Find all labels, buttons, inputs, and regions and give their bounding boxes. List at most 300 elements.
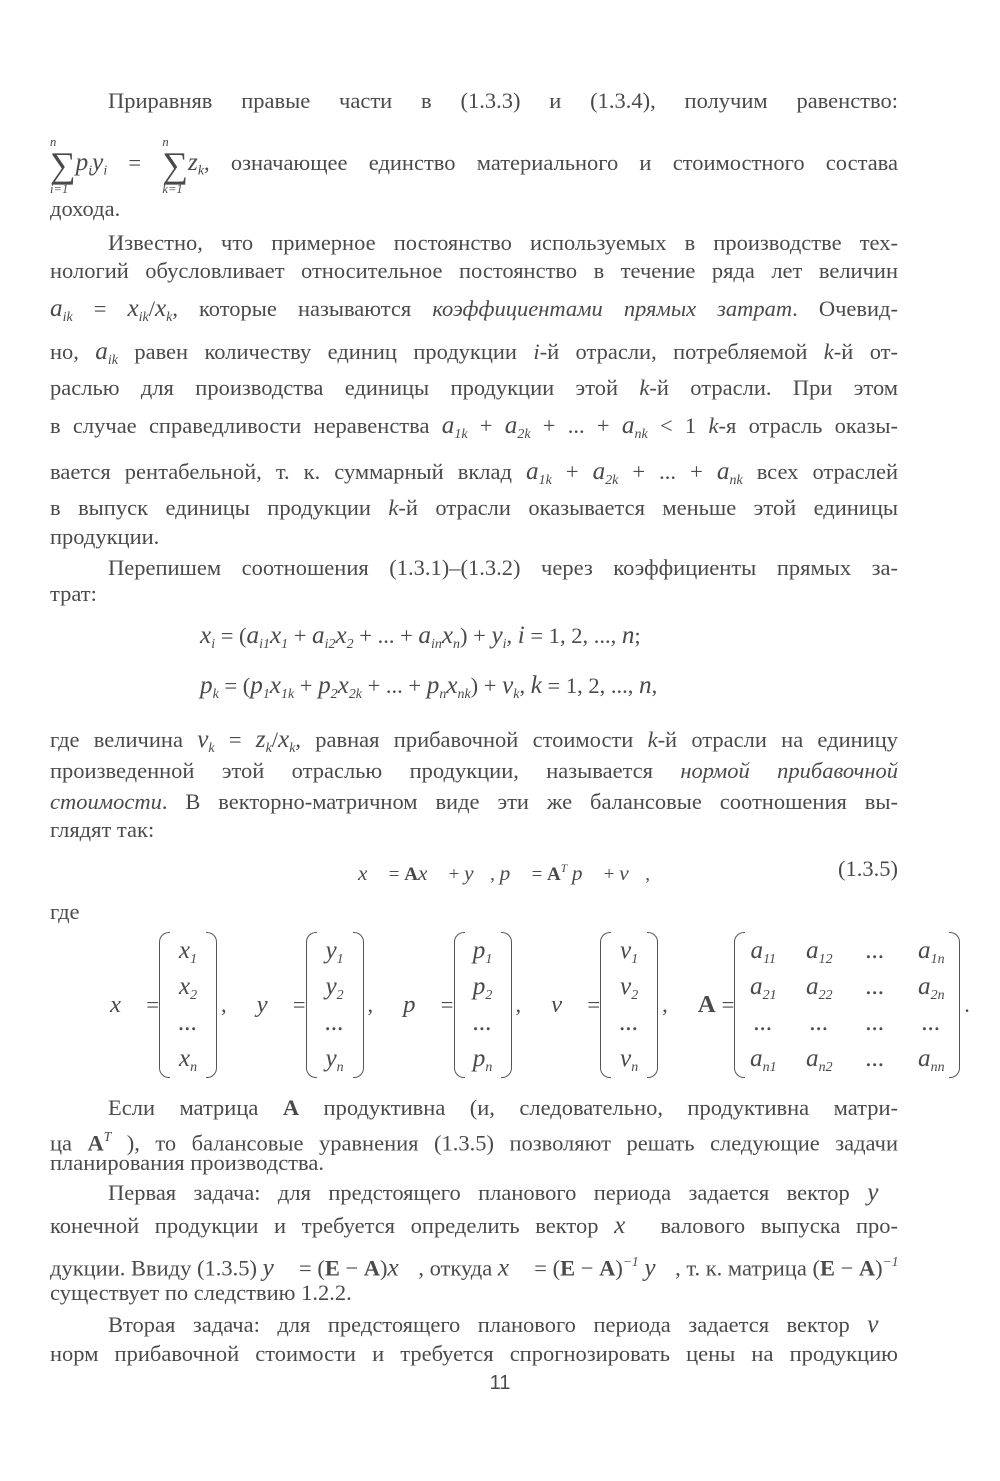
separator: , bbox=[515, 992, 522, 1017]
text-run: + bbox=[288, 623, 313, 648]
matrix-entry bbox=[173, 1044, 203, 1074]
subscript: k bbox=[208, 740, 215, 756]
math-symbol: v bbox=[197, 726, 209, 753]
page-number: 11 bbox=[489, 1372, 511, 1394]
text-run: ) bbox=[380, 1255, 388, 1281]
text-line bbox=[50, 787, 898, 817]
text-run: + ... + bbox=[353, 623, 419, 648]
math-symbol: a bbox=[504, 412, 518, 439]
subscript: k bbox=[513, 686, 520, 702]
matrix-entry bbox=[468, 936, 498, 966]
matrix-entry bbox=[748, 1044, 778, 1074]
equals-sign: = bbox=[721, 992, 735, 1017]
matrix-label: v⃗ bbox=[551, 991, 582, 1018]
separator: . bbox=[964, 992, 970, 1017]
entry-base: ... bbox=[865, 1045, 885, 1072]
separator: , bbox=[662, 992, 668, 1017]
subscript: 2k bbox=[605, 472, 619, 488]
matrix-entry bbox=[173, 972, 203, 1002]
entry-index: n2 bbox=[818, 1059, 833, 1075]
upper-limit: n bbox=[50, 134, 57, 149]
math-symbol: z bbox=[255, 726, 266, 753]
math-symbol: a bbox=[50, 295, 63, 322]
bold-symbol: A bbox=[282, 1095, 300, 1120]
text-run: -й отрасли, потребляемой bbox=[539, 339, 824, 364]
entry-index: 2 bbox=[336, 987, 344, 1003]
entry-base: v bbox=[620, 973, 632, 1000]
entry-index: n1 bbox=[762, 1059, 777, 1075]
text-line bbox=[50, 897, 898, 927]
entry-base: a bbox=[918, 973, 931, 1000]
matrix-entry bbox=[916, 972, 946, 1002]
text-run: валового выпуска про- bbox=[644, 1213, 898, 1238]
subscript: i bbox=[88, 163, 93, 179]
text-run: ), то балансовые уравнения (1.3.5) позволяют решать следующие задачи bbox=[111, 1130, 898, 1156]
text-run: , равная прибавочной стоимости bbox=[295, 727, 648, 752]
text-run: Вторая задача: для предстоящего планового периода задается вектор bbox=[108, 1312, 868, 1337]
equals-sign: = bbox=[587, 992, 601, 1017]
math-symbol: y bbox=[92, 148, 104, 176]
bold-symbol: A bbox=[404, 863, 418, 885]
math-symbol: y bbox=[491, 622, 503, 649]
entry-base: ... bbox=[865, 1009, 885, 1036]
subscript: i bbox=[502, 636, 507, 652]
text-line bbox=[50, 1093, 898, 1123]
text-run: -я отрасль оказы- bbox=[718, 413, 898, 438]
entry-index: 11 bbox=[763, 951, 777, 967]
matrix-entry bbox=[748, 936, 778, 966]
text-run: дохода. bbox=[50, 196, 121, 221]
text-run: + bbox=[551, 459, 593, 484]
matrix-entry bbox=[804, 936, 834, 966]
subscript: k bbox=[197, 163, 205, 179]
italic-term: k bbox=[647, 727, 658, 752]
math-symbol: v bbox=[502, 672, 514, 699]
math-symbol: p bbox=[250, 672, 263, 699]
text-run: = 1, 2, ..., bbox=[524, 623, 622, 648]
text-run: = ( bbox=[218, 673, 251, 698]
entry-index: 2 bbox=[485, 987, 493, 1003]
text-line bbox=[50, 756, 898, 786]
text-run: Первая задача: для предстоящего планового периода задается вектор bbox=[108, 1180, 868, 1205]
subscript: n bbox=[439, 686, 447, 702]
subscript: i2 bbox=[324, 636, 336, 652]
equation bbox=[358, 854, 650, 890]
math-symbol: x bbox=[269, 622, 282, 649]
italic-term: k bbox=[708, 413, 719, 438]
math-symbol: x bbox=[337, 672, 349, 699]
math-symbol: n bbox=[621, 622, 635, 649]
entry-base: x bbox=[178, 973, 191, 1000]
math-symbol: n bbox=[638, 672, 652, 699]
math-symbol: a bbox=[526, 458, 539, 485]
matrix-body bbox=[159, 932, 217, 1078]
text-line bbox=[50, 725, 898, 755]
entry-base: a bbox=[806, 973, 819, 1000]
text-run: -й от- bbox=[833, 339, 898, 364]
text-run: , bbox=[651, 673, 658, 698]
italic-term: стоимости bbox=[50, 789, 162, 814]
matrix-entry bbox=[320, 936, 350, 966]
matrix-entry bbox=[804, 972, 834, 1002]
entry-index: 12 bbox=[818, 951, 833, 967]
matrix-body bbox=[306, 932, 364, 1078]
superscript: −1 bbox=[622, 1254, 639, 1269]
entry-base: a bbox=[750, 973, 763, 1000]
text-run: нологий обусловливает относительное постоянство в течение ряда лет величин bbox=[50, 258, 898, 283]
matrix bbox=[551, 932, 688, 1078]
italic-term: k bbox=[639, 375, 650, 400]
entry-base: p bbox=[472, 937, 486, 964]
subscript: k bbox=[265, 740, 272, 756]
text-run: = ( bbox=[215, 623, 247, 648]
math-symbol: a bbox=[716, 458, 730, 485]
text-line bbox=[50, 493, 898, 523]
text-run: Если матрица bbox=[108, 1095, 283, 1120]
text-run: Перепишем соотношения (1.3.1)–(1.3.2) через коэффициенты прямых за- bbox=[108, 555, 898, 580]
math-symbol: a bbox=[621, 412, 635, 439]
summation-symbol bbox=[50, 134, 76, 196]
subscript: 1k bbox=[280, 686, 295, 702]
entry-base: y bbox=[325, 1045, 337, 1072]
upper-limit: n bbox=[162, 134, 169, 149]
math-symbol: a bbox=[312, 622, 325, 649]
subscript: i1 bbox=[259, 636, 270, 652]
text-run: + ... + bbox=[361, 673, 427, 698]
matrix-entry bbox=[916, 1008, 946, 1038]
text-run: трат: bbox=[50, 581, 97, 606]
matrix-entry bbox=[860, 1044, 890, 1074]
matrix-entry bbox=[468, 1008, 498, 1038]
subscript: k bbox=[212, 686, 219, 702]
entry-index: 22 bbox=[818, 987, 833, 1003]
entry-base: ... bbox=[753, 1009, 773, 1036]
text-line bbox=[50, 815, 898, 845]
subscript: 2 bbox=[330, 686, 338, 702]
entry-base: ... bbox=[325, 1009, 344, 1036]
subscript: 1k bbox=[538, 472, 552, 488]
text-line bbox=[50, 1211, 898, 1241]
matrix-entry bbox=[320, 972, 350, 1002]
text-run: всех отраслей bbox=[742, 459, 898, 484]
entry-index: 21 bbox=[762, 987, 777, 1003]
entry-index: 1 bbox=[190, 951, 198, 967]
math-symbol: a bbox=[418, 622, 431, 649]
subscript: 1 bbox=[262, 686, 270, 702]
entry-base: a bbox=[918, 1045, 931, 1072]
subscript: k bbox=[166, 309, 173, 325]
text-run: − bbox=[575, 1255, 600, 1281]
text-run: планирования производства. bbox=[50, 1150, 324, 1175]
entry-index: n bbox=[631, 1059, 639, 1075]
text-run: дукции. Ввиду (1.3.5) bbox=[50, 1255, 263, 1281]
text-run: = bbox=[107, 149, 163, 175]
matrix-entry bbox=[468, 1044, 498, 1074]
entry-index: 2 bbox=[190, 987, 198, 1003]
text-line bbox=[50, 579, 898, 609]
entry-base: a bbox=[806, 1045, 819, 1072]
text-run: -й отрасли. При этом bbox=[649, 375, 898, 400]
math-symbol: x⃗ bbox=[417, 860, 444, 885]
equals-sign: = bbox=[146, 992, 159, 1017]
math-symbol: x bbox=[278, 726, 290, 753]
text-run: продуктивна (и, следовательно, продуктивна матри- bbox=[299, 1095, 898, 1120]
subscript: i bbox=[103, 163, 108, 179]
text-line bbox=[50, 1148, 898, 1178]
lower-limit: i=1 bbox=[50, 182, 69, 196]
bold-symbol: E bbox=[324, 1255, 340, 1281]
subscript: 2 bbox=[346, 636, 354, 652]
text-run: ) bbox=[875, 1255, 883, 1281]
math-symbol: x bbox=[335, 622, 347, 649]
text-line bbox=[50, 522, 898, 552]
matrix-entry bbox=[860, 972, 890, 1002]
entry-index: 1 bbox=[485, 951, 493, 967]
italic-term: коэффициентами прямых затрат bbox=[432, 296, 793, 321]
math-symbol: x bbox=[441, 622, 454, 649]
entry-base: a bbox=[806, 937, 819, 964]
text-run: глядят так: bbox=[50, 817, 155, 842]
subscript: ik bbox=[138, 309, 149, 325]
text-run: + bbox=[467, 413, 505, 438]
math-symbol: x bbox=[269, 672, 281, 699]
math-symbol: x bbox=[446, 672, 458, 699]
text-run: = bbox=[383, 863, 405, 885]
text-run: Приравняв правые части в (1.3.3) и (1.3.4), получим равенство: bbox=[108, 88, 898, 113]
entry-index: n bbox=[190, 1059, 198, 1075]
matrix bbox=[698, 932, 990, 1078]
text-run: = ( bbox=[528, 1255, 561, 1281]
math-symbol: a bbox=[246, 622, 260, 649]
equals-sign: = bbox=[292, 992, 306, 1017]
subscript: 2k bbox=[517, 426, 531, 442]
matrix-entry bbox=[320, 1044, 350, 1074]
text-line bbox=[50, 134, 898, 196]
entry-base: ... bbox=[619, 1009, 639, 1036]
entry-base: ... bbox=[921, 1009, 941, 1036]
matrix-entry bbox=[614, 1044, 644, 1074]
matrix-entry bbox=[804, 1044, 834, 1074]
equation bbox=[200, 621, 641, 660]
matrix-entry bbox=[748, 972, 778, 1002]
matrix-entry bbox=[614, 936, 644, 966]
subscript: 1k bbox=[454, 426, 468, 442]
subscript: 1 bbox=[281, 636, 289, 652]
matrix-label: x⃗ bbox=[110, 991, 141, 1018]
text-run: = bbox=[72, 296, 128, 321]
math-symbol: x bbox=[154, 295, 167, 322]
matrix-body bbox=[454, 932, 512, 1078]
matrix-entry bbox=[860, 1008, 890, 1038]
text-run: , bbox=[490, 863, 500, 885]
entry-base: a bbox=[750, 1045, 763, 1072]
entry-index: 1n bbox=[930, 951, 945, 967]
math-symbol: a bbox=[441, 412, 455, 439]
subscript: in bbox=[431, 636, 442, 652]
math-symbol: x⃗ bbox=[497, 1254, 529, 1282]
subscript: nk bbox=[729, 472, 743, 488]
text-line bbox=[50, 1310, 898, 1340]
text-run: = bbox=[526, 863, 548, 885]
text-run: в случае справедливости неравенства bbox=[50, 413, 442, 438]
entry-base: x bbox=[178, 1045, 191, 1072]
matrix-entry bbox=[614, 1008, 644, 1038]
text-run: , т. к. матрица ( bbox=[675, 1255, 820, 1281]
math-symbol: v⃗ bbox=[619, 860, 646, 885]
text-run: , bbox=[506, 623, 518, 648]
text-run: / bbox=[148, 296, 155, 321]
entry-index: nn bbox=[930, 1059, 945, 1075]
matrix-body bbox=[600, 932, 658, 1078]
text-run: − bbox=[339, 1255, 364, 1281]
entry-index: n bbox=[485, 1059, 493, 1075]
matrix-entry bbox=[614, 972, 644, 1002]
entry-base: a bbox=[918, 937, 931, 964]
math-symbol: v⃗ bbox=[867, 1311, 898, 1338]
matrix-entry bbox=[173, 1008, 203, 1038]
entry-base: ... bbox=[865, 973, 885, 1000]
text-line bbox=[50, 1339, 898, 1369]
entry-base: x bbox=[178, 937, 191, 964]
math-symbol: a bbox=[592, 458, 606, 485]
text-line bbox=[50, 294, 898, 324]
math-symbol: y⃗ bbox=[464, 860, 491, 885]
bold-symbol: E bbox=[819, 1255, 835, 1281]
entry-base: ... bbox=[809, 1009, 829, 1036]
superscript: T bbox=[103, 1129, 112, 1144]
math-symbol: x⃗ bbox=[358, 860, 384, 885]
subscript: 2k bbox=[348, 686, 362, 702]
matrix-entry bbox=[468, 972, 498, 1002]
entry-base: v bbox=[620, 937, 632, 964]
sigma: ∑ bbox=[50, 145, 76, 185]
entry-index: 1 bbox=[336, 951, 344, 967]
text-run: вается рентабельной, т. к. суммарный вклад bbox=[50, 459, 527, 484]
matrix-entry bbox=[916, 936, 946, 966]
entry-base: ... bbox=[178, 1009, 198, 1036]
entry-base: a bbox=[750, 937, 764, 964]
text-line bbox=[50, 194, 898, 224]
matrix bbox=[403, 932, 541, 1078]
text-run: . В векторно-матричном виде эти же балансовые соотношения вы- bbox=[161, 789, 898, 814]
math-symbol: x bbox=[200, 622, 212, 649]
summation-symbol bbox=[162, 134, 189, 196]
text-run: = bbox=[214, 727, 256, 752]
text-run: / bbox=[271, 727, 279, 752]
math-symbol: y⃗ bbox=[262, 1254, 294, 1282]
text-run: , означающее единство материального и стоимостного состава bbox=[204, 149, 898, 175]
lower-limit: k=1 bbox=[162, 182, 183, 196]
math-symbol: y⃗ bbox=[644, 1254, 676, 1282]
subscript: nk bbox=[457, 686, 471, 702]
text-run: − bbox=[834, 1255, 859, 1281]
text-run: произведенной этой отраслью продукции, называется bbox=[50, 758, 681, 783]
matrix-entry bbox=[804, 1008, 834, 1038]
italic-term: k bbox=[388, 495, 399, 520]
text-line bbox=[50, 1178, 898, 1208]
text-line bbox=[50, 1247, 899, 1282]
text-run: раслью для производства единицы продукции этой bbox=[50, 375, 640, 400]
entry-base: v bbox=[620, 1045, 632, 1072]
text-run: . Очевид- bbox=[792, 296, 899, 321]
superscript: −1 bbox=[882, 1254, 899, 1269]
text-line bbox=[50, 373, 898, 403]
text-run: ца bbox=[50, 1130, 88, 1156]
bold-symbol: E bbox=[560, 1255, 576, 1281]
matrix-definitions bbox=[110, 930, 970, 1080]
matrix-body bbox=[734, 932, 960, 1078]
subscript: ik bbox=[107, 352, 118, 368]
text-run: Известно, что примерное постоянство используемых в производстве тех- bbox=[108, 230, 898, 255]
superscript: T bbox=[560, 863, 568, 875]
equals-sign: = bbox=[440, 992, 454, 1017]
subscript: nk bbox=[634, 426, 648, 442]
entry-index: n bbox=[336, 1059, 344, 1075]
text-run: , bbox=[645, 863, 650, 885]
math-symbol: k bbox=[530, 672, 542, 699]
text-run: где величина bbox=[50, 727, 198, 752]
matrix-entry bbox=[748, 1008, 778, 1038]
matrix-label: A bbox=[697, 991, 716, 1018]
bold-symbol: A bbox=[547, 863, 561, 885]
text-run: + bbox=[443, 863, 465, 885]
text-run: существует по следствию 1.2.2. bbox=[50, 1280, 352, 1305]
text-line bbox=[50, 337, 898, 367]
equation bbox=[200, 671, 657, 710]
math-symbol: y⃗ bbox=[867, 1179, 898, 1206]
subscript: k bbox=[289, 740, 296, 756]
entry-base: ... bbox=[473, 1009, 492, 1036]
text-run: , которые называются bbox=[172, 296, 433, 321]
italic-term: нормой прибавочной bbox=[680, 758, 898, 783]
subscript: ik bbox=[62, 309, 73, 325]
text-line bbox=[50, 411, 898, 441]
separator: , bbox=[220, 992, 227, 1017]
equation-number: (1.3.5) bbox=[838, 856, 898, 881]
math-symbol: i bbox=[517, 622, 525, 649]
text-run: + ... + bbox=[530, 413, 622, 438]
matrix-entry bbox=[173, 936, 203, 966]
entry-base: y bbox=[325, 937, 337, 964]
matrix-entry bbox=[320, 1008, 350, 1038]
entry-index: 1 bbox=[631, 951, 639, 967]
math-symbol: p bbox=[200, 672, 213, 699]
matrix bbox=[257, 932, 394, 1078]
text-run: норм прибавочной стоимости и требуется спрогнозировать цены на продукцию bbox=[50, 1341, 898, 1366]
text-run: в выпуск единицы продукции bbox=[50, 495, 389, 520]
text-run: < 1 bbox=[647, 413, 709, 438]
text-run: + ... + bbox=[618, 459, 717, 484]
subscript: n bbox=[453, 636, 460, 652]
bold-symbol: A bbox=[87, 1130, 104, 1156]
sigma: ∑ bbox=[162, 145, 189, 185]
math-symbol: p⃗ bbox=[499, 860, 527, 885]
text-run: равен количеству единиц продукции bbox=[117, 339, 534, 364]
text-run: = 1, 2, ..., bbox=[541, 673, 639, 698]
italic-term: k bbox=[823, 339, 834, 364]
entry-base: p bbox=[472, 973, 486, 1000]
subscript: i bbox=[211, 636, 216, 652]
math-symbol: p⃗ bbox=[571, 860, 600, 885]
text-line bbox=[50, 256, 898, 286]
text-line bbox=[50, 457, 898, 487]
text-run: , bbox=[519, 673, 531, 698]
matrix-label: y⃗ bbox=[256, 991, 287, 1018]
math-symbol: z bbox=[188, 148, 198, 176]
text-run: -й отрасли оказывается меньше этой единицы bbox=[398, 495, 899, 520]
text-run: + bbox=[294, 673, 319, 698]
text-run: = ( bbox=[293, 1255, 325, 1281]
